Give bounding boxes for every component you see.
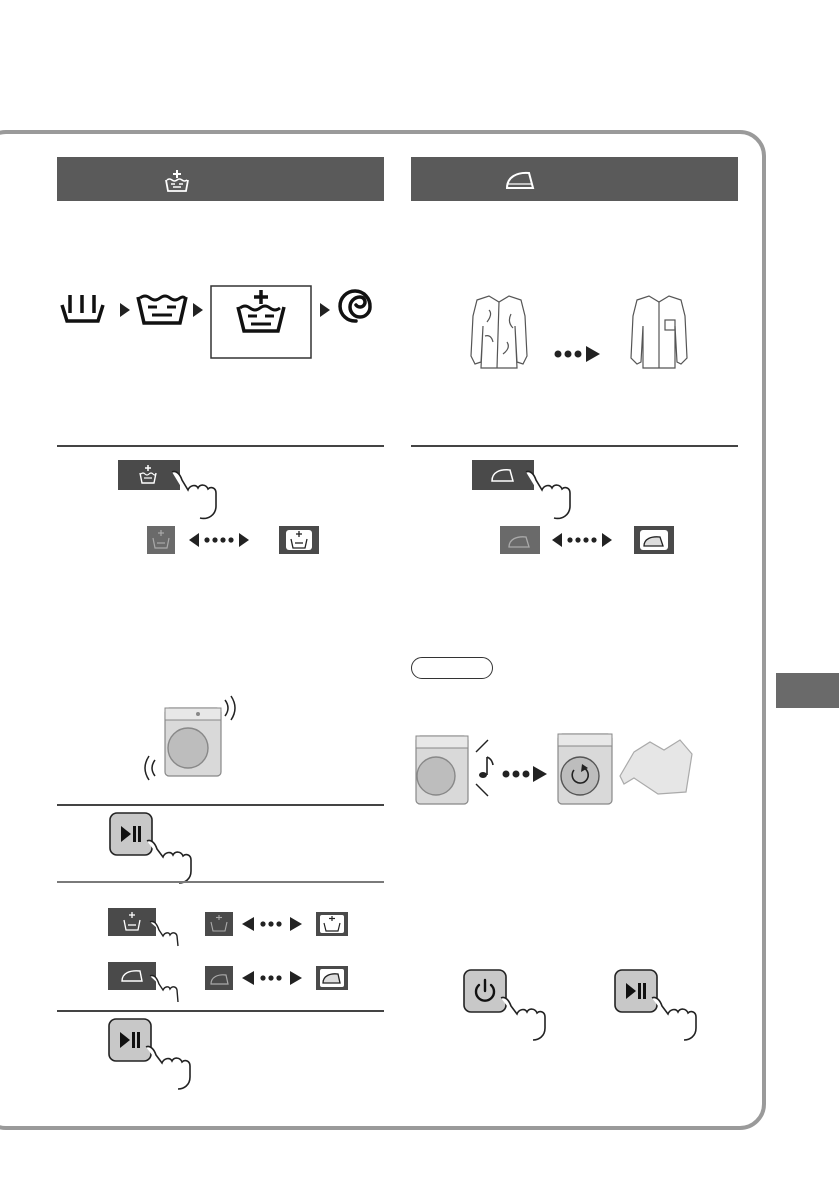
smooth-shirt-icon [631,296,687,368]
iron-button[interactable] [472,460,534,490]
arrow-right-icon [320,303,330,317]
iron-off-icon [500,526,540,554]
arrow-right-icon [193,303,203,317]
note-label [411,657,493,679]
extra-rinse-toggle [147,526,322,556]
arrow-right-icon [239,533,249,547]
divider [57,445,384,447]
hand-icon [501,997,545,1040]
hand-icon [526,471,570,518]
hand-icon [652,997,696,1040]
iron-button[interactable] [108,962,156,990]
washing-machine-icon [416,736,468,804]
iron-toggle [500,526,675,556]
music-note-icon [479,757,493,778]
hand-icon [146,1046,190,1089]
wrinkled-shirt-icon [471,296,527,368]
iron-cancel-row [108,962,358,1007]
arrow-left-icon [552,533,562,547]
wash-icon [62,295,103,321]
hand-icon [172,471,216,518]
shirt-icon [620,740,692,794]
extra-rinse-press [118,460,228,520]
arrow-right-icon [602,533,612,547]
arrow-right-icon [533,766,547,782]
side-tab [776,673,839,708]
power-press [463,970,573,1040]
play-pause-press [108,1019,218,1089]
washing-machine-icon [558,734,612,804]
shirt-illustration [455,296,705,376]
arrow-right-icon [120,303,130,317]
iron-icon [505,169,535,191]
cycle-sequence [60,285,390,360]
washing-machine-icon [145,700,245,785]
arrow-left-icon [189,533,199,547]
extra-rinse-button[interactable] [118,460,180,490]
extra-rinse-icon [164,169,190,193]
divider [411,445,738,447]
note-illustration [412,730,702,810]
play-pause-press [614,970,724,1040]
arrow-right-icon [586,346,600,362]
divider [57,804,384,806]
divider [57,1010,384,1012]
divider [57,881,384,883]
iron-press [472,460,582,520]
extra-rinse-icon [238,290,284,331]
rinse-icon [138,296,186,323]
right-header-bar [411,157,738,201]
hand-icon [147,840,191,883]
spin-icon [340,291,370,321]
play-pause-press [109,813,219,883]
extra-rinse-cancel-row [108,908,358,948]
iron-off-icon [205,966,233,990]
left-header-bar [57,157,384,201]
